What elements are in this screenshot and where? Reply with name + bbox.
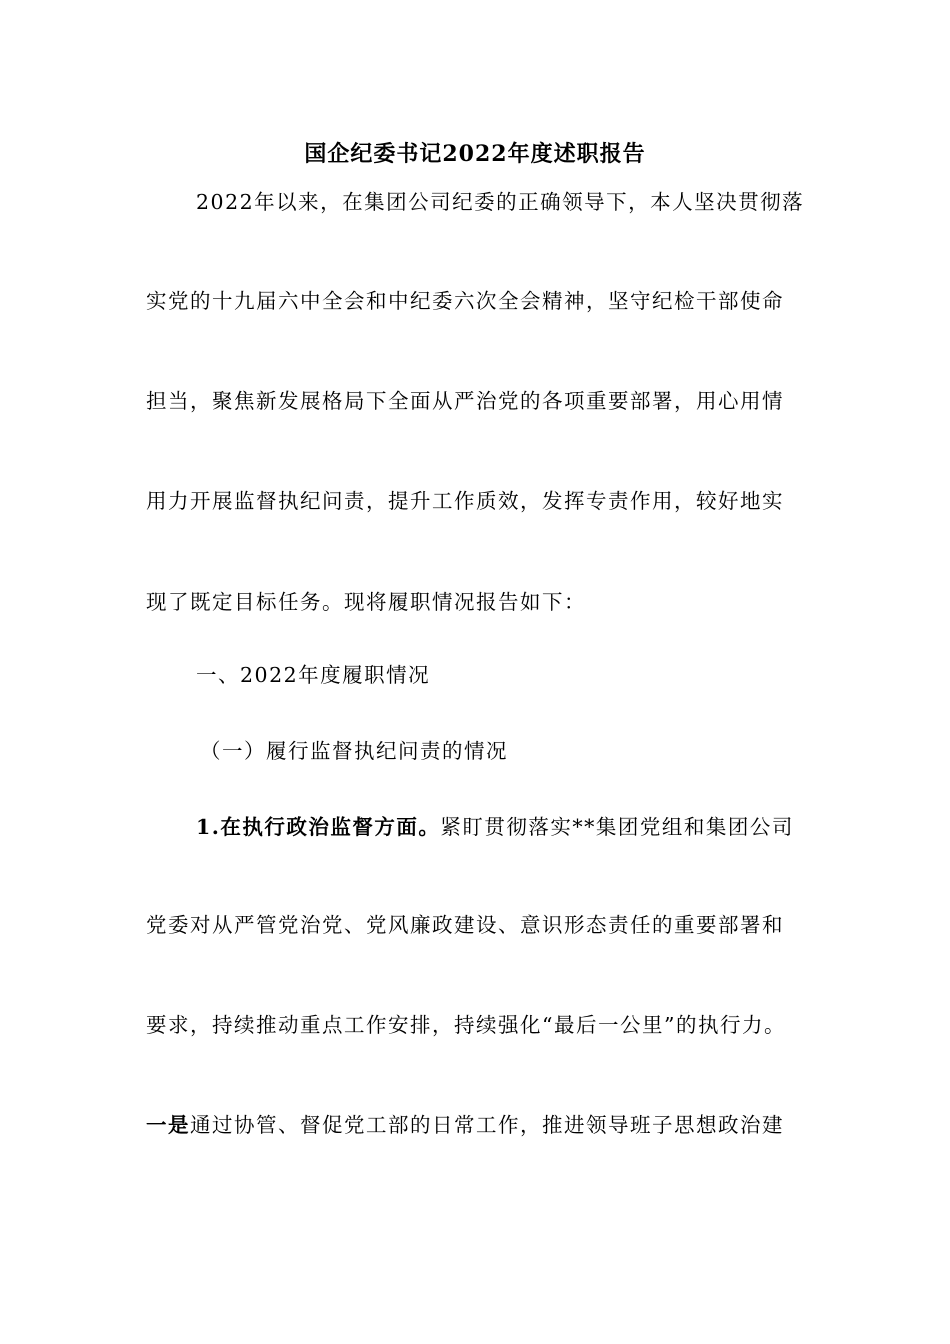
document-title: 国企纪委书记2022年度述职报告 [304, 141, 646, 167]
point-text: 通过协管、督促党工部的日常工作，推进领导班子思想政治建 [190, 1113, 784, 1137]
point-lead-bold: 一是 [146, 1113, 190, 1137]
paragraph-line-last [146, 1111, 826, 1139]
paragraph-line: 用力开展监督执纪问责，提升工作质效，发挥专责作用，较好地实 [146, 489, 784, 513]
item-lead-bold: 1.在执行政治监督方面。 [196, 815, 441, 839]
paragraph-line: 要求，持续推动重点工作安排，持续强化“最后一公里”的执行力。 [146, 1013, 786, 1037]
paragraph-line: 2022年以来，在集团公司纪委的正确领导下，本人坚决贯彻落 [196, 190, 805, 214]
subsection-heading: （一）履行监督执纪问责的情况 [200, 739, 508, 763]
paragraph-line: 党委对从严管党治党、党风廉政建设、意识形态责任的重要部署和 [146, 913, 784, 937]
paragraph-line: 实党的十九届六中全会和中纪委六次全会精神，坚守纪检干部使命 [146, 289, 784, 313]
item-first-line [196, 813, 826, 841]
paragraph-line: 担当，聚焦新发展格局下全面从严治党的各项重要部署，用心用情 [146, 389, 784, 413]
paragraph-line: 现了既定目标任务。现将履职情况报告如下： [146, 590, 586, 614]
section-heading: 一、2022年度履职情况 [196, 663, 431, 687]
item-lead-text: 紧盯贯彻落实**集团党组和集团公司 [440, 815, 794, 839]
